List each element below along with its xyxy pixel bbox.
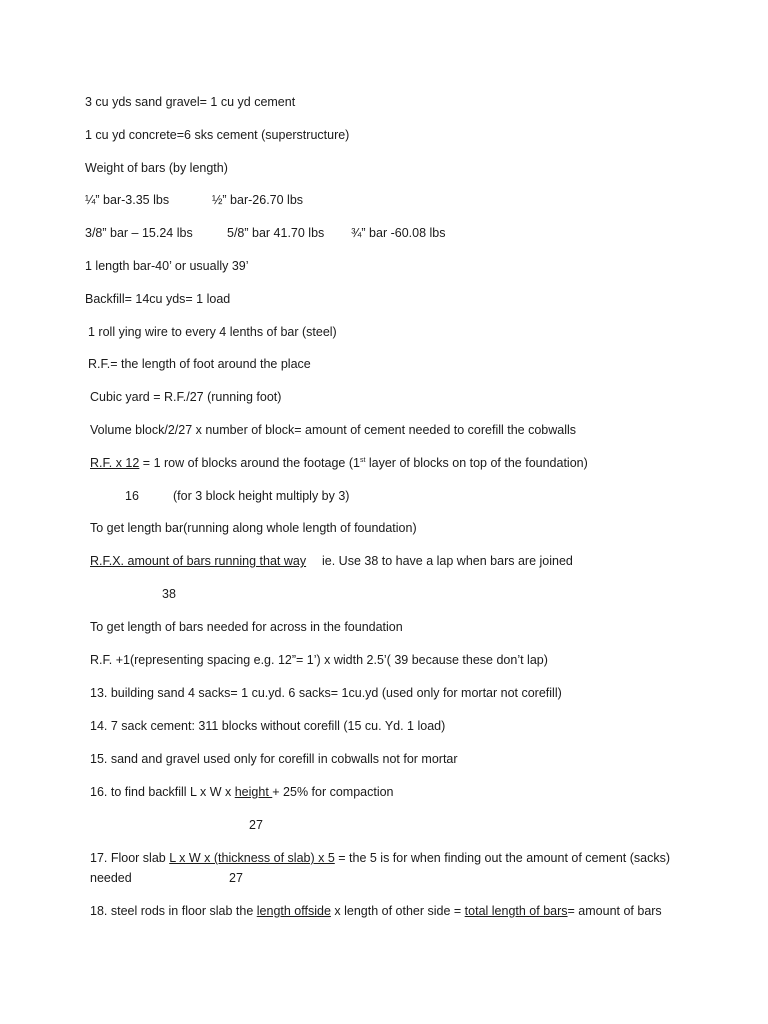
note-17-floor-slab [90, 850, 670, 866]
rf-x-12-numerator: R.F. x 12 [90, 456, 140, 470]
note-backfill-load: Backfill= 14cu yds= 1 load [85, 292, 231, 306]
note-across-heading: To get length of bars needed for across in the foundation [90, 620, 403, 634]
note-rfx-amount [90, 553, 306, 569]
note-length-bar-heading: To get length bar(running along whole length of foundation) [90, 521, 417, 535]
note-13-building-sand: 13. building sand 4 sacks= 1 cu.yd. 6 sacks= 1cu.yd (used only for mortar not corefill) [90, 686, 562, 700]
rfx-amount-numerator: R.F.X. amount of bars running that way [90, 554, 307, 568]
floor-slab-explanation: = the 5 is for when finding out the amount of cement (sacks) [334, 851, 671, 865]
note-weight-heading: Weight of bars (by length) [85, 161, 228, 175]
denominator-16: 16 [125, 489, 139, 503]
note-five-eighths-bar: 5/8” bar 41.70 lbs [227, 226, 325, 240]
note-three-quarter-bar: ¾” bar -60.08 lbs [351, 226, 446, 240]
note-cubic-yard: Cubic yard = R.F./27 (running foot) [90, 390, 282, 404]
backfill-height: height [234, 785, 273, 799]
note-three-eighths-bar: 3/8” bar – 15.24 lbs [85, 226, 193, 240]
note-concrete: 1 cu yd concrete=6 sks cement (superstructure) [85, 128, 350, 142]
floor-slab-text: 17. Floor slab [90, 851, 170, 865]
note-lap: ie. Use 38 to have a lap when bars are joined [322, 554, 573, 568]
note-16-backfill [90, 784, 394, 800]
rf-x-12-text-end: layer of blocks on top of the foundation) [365, 456, 588, 470]
note-sand-gravel: 3 cu yds sand gravel= 1 cu yd cement [85, 95, 296, 109]
note-volume-block: Volume block/2/27 x number of block= amount of cement needed to corefill the cobwalls [90, 423, 577, 437]
note-half-bar: ½” bar-26.70 lbs [212, 193, 304, 207]
steel-rods-text: 18. steel rods in floor slab the [90, 904, 257, 918]
note-block-height: (for 3 block height multiply by 3) [173, 489, 350, 503]
note-quarter-bar: ¼” bar-3.35 lbs [85, 193, 170, 207]
superscript-st: st [359, 456, 366, 464]
backfill-compaction: + 25% for compaction [272, 785, 394, 799]
steel-rods-length-offside: length offside [256, 904, 331, 918]
rf-x-12-text: = 1 row of blocks around the footage (1 [139, 456, 360, 470]
floor-slab-formula: L x W x (thickness of slab) x 5 [169, 851, 335, 865]
note-14-sack-cement: 14. 7 sack cement: 311 blocks without corefill (15 cu. Yd. 1 load) [90, 719, 446, 733]
note-rf-definition: R.F.= the length of foot around the place [88, 357, 311, 371]
denominator-27-backfill: 27 [249, 818, 263, 832]
steel-rods-total-length: total length of bars [464, 904, 568, 918]
denominator-38: 38 [162, 587, 176, 601]
steel-rods-amount: = amount of bars [567, 904, 662, 918]
note-rf-x-12 [90, 455, 588, 471]
note-15-sand-gravel: 15. sand and gravel used only for corefill in cobwalls not for mortar [90, 752, 458, 766]
note-rf-plus-one: R.F. +1(representing spacing e.g. 12”= 1’) x width 2.5’( 39 because these don’t lap) [90, 653, 548, 667]
note-length-bar: 1 length bar-40’ or usually 39’ [85, 259, 249, 273]
denominator-27-slab: 27 [229, 871, 243, 885]
note-tying-wire: 1 roll ying wire to every 4 lenths of bar (steel) [88, 325, 337, 339]
note-needed: needed [90, 871, 132, 885]
backfill-text: 16. to find backfill L x W x [90, 785, 235, 799]
note-18-steel-rods [90, 903, 662, 919]
steel-rods-mid: x length of other side = [330, 904, 465, 918]
